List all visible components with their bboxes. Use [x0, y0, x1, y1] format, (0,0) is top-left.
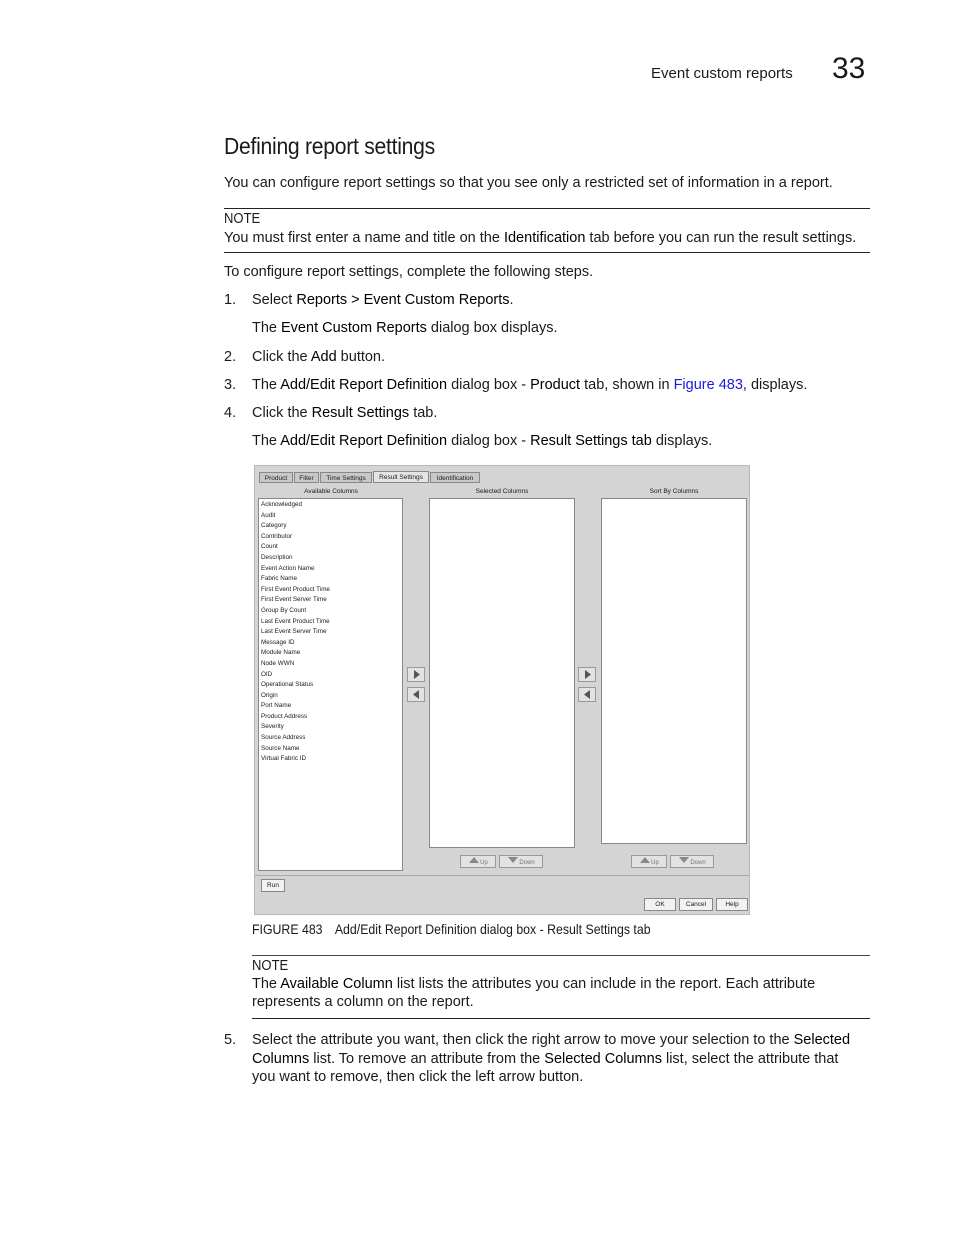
up-label: Up	[480, 860, 488, 866]
step-text-bold: Selected Columns	[544, 1051, 662, 1067]
selected-up-button[interactable]	[460, 855, 496, 868]
note2-text-line1	[252, 975, 815, 994]
step-text-bold: Reports > Event Custom Reports	[296, 292, 510, 308]
down-triangle-icon	[507, 856, 519, 864]
sort-by-columns-header: Sort By Columns	[649, 488, 699, 495]
step-text-bold: Add/Edit Report Definition	[280, 433, 448, 449]
step-number: 1.	[224, 292, 237, 308]
note-text-post: tab before you can run the result settings.	[585, 230, 857, 246]
sort-up-button[interactable]	[631, 855, 667, 868]
step-text: .	[509, 292, 514, 308]
note-text	[224, 229, 856, 248]
list-item[interactable]: Virtual Fabric ID	[261, 755, 307, 763]
selected-columns-list[interactable]	[429, 498, 575, 848]
down-triangle-icon	[678, 856, 690, 864]
step-text: list. To remove an attribute from the	[309, 1051, 545, 1067]
remove-from-selected-button[interactable]	[407, 687, 425, 702]
note2-bottom-rule	[252, 1018, 870, 1019]
up-label: Up	[651, 860, 659, 866]
list-item[interactable]: First Event Product Time	[261, 585, 330, 593]
step-text: The	[252, 377, 281, 393]
step-1-result	[252, 319, 557, 338]
cancel-button[interactable]: Cancel	[679, 898, 713, 911]
note2-text-pre: The	[252, 976, 281, 992]
list-item[interactable]: Event Action Name	[261, 564, 315, 572]
up-triangle-icon	[639, 856, 651, 864]
list-item[interactable]: Operational Status	[261, 681, 314, 689]
list-item[interactable]: Last Event Server Time	[261, 628, 327, 636]
tab-filter[interactable]: Filter	[294, 472, 319, 483]
tab-result-settings[interactable]: Result Settings	[373, 471, 429, 483]
available-columns-list[interactable]	[258, 498, 403, 871]
step-5-line1	[224, 1031, 850, 1050]
figure-link[interactable]: Figure 483	[673, 377, 743, 393]
step-text: dialog box -	[447, 433, 531, 449]
add-to-sort-button[interactable]	[578, 667, 596, 682]
run-button[interactable]: Run	[261, 879, 285, 892]
step-3	[224, 376, 807, 395]
step-text-bold: Event Custom Reports	[281, 320, 427, 336]
list-item[interactable]: Audit	[261, 511, 276, 519]
step-text: The	[252, 433, 281, 449]
step-text: list, select the attribute that	[661, 1051, 839, 1067]
step-text-bold: Add	[310, 349, 337, 365]
right-arrow-icon	[408, 668, 424, 681]
step-number: 5.	[224, 1032, 237, 1048]
note2-text-bold: Available Column	[280, 976, 393, 992]
tab-product[interactable]: Product	[259, 472, 293, 483]
step-text-bold: Columns	[252, 1051, 310, 1067]
step-text-bold: Product	[530, 377, 581, 393]
step-4	[224, 404, 437, 423]
note-label: NOTE	[224, 211, 261, 227]
step-text-bold: Result Settings tab	[530, 433, 652, 449]
step-text: Select	[252, 292, 297, 308]
step-text: The	[252, 320, 282, 336]
step-number: 2.	[224, 349, 237, 365]
step-number: 3.	[224, 377, 237, 393]
list-item[interactable]: Contributor	[261, 532, 293, 540]
step-text-bold: Selected	[793, 1032, 851, 1048]
section-heading: Defining report settings	[224, 133, 435, 159]
sort-down-button[interactable]	[670, 855, 714, 868]
step-number: 4.	[224, 405, 237, 421]
step-4-result	[252, 432, 712, 451]
list-item[interactable]: Count	[261, 543, 278, 551]
note-text-pre: You must first enter a name and title on the	[224, 230, 504, 246]
list-item[interactable]: Severity	[261, 723, 284, 731]
list-item[interactable]: OID	[261, 670, 273, 678]
list-item[interactable]: Origin	[261, 691, 278, 699]
remove-from-sort-button[interactable]	[578, 687, 596, 702]
step-text: dialog box displays.	[426, 320, 558, 336]
report-definition-dialog	[254, 465, 750, 915]
figure-caption	[252, 921, 651, 937]
selected-columns-header: Selected Columns	[475, 488, 529, 495]
note2-text-line2: represents a column on the report.	[252, 994, 474, 1010]
down-label: Down	[519, 860, 535, 866]
list-item[interactable]: Group By Count	[261, 606, 307, 614]
list-item[interactable]: Last Event Product Time	[261, 617, 330, 625]
available-columns-items	[259, 500, 402, 765]
help-button[interactable]: Help	[716, 898, 748, 911]
steps-intro: To configure report settings, complete the following steps.	[224, 264, 594, 280]
step-text: Click the	[252, 405, 312, 421]
sort-by-columns-list[interactable]	[601, 498, 747, 844]
list-item[interactable]: Fabric Name	[261, 575, 298, 583]
note-bottom-rule	[224, 252, 870, 253]
available-columns-header: Available Columns	[304, 488, 358, 495]
left-arrow-icon	[579, 688, 595, 701]
step-text: Click the	[252, 349, 311, 365]
list-item[interactable]: Source Name	[261, 744, 300, 752]
up-triangle-icon	[468, 856, 480, 864]
step-text: , displays.	[742, 377, 808, 393]
step-5-line3: you want to remove, then click the left arrow button.	[252, 1069, 584, 1085]
step-text: button.	[336, 349, 386, 365]
list-item[interactable]: First Event Server Time	[261, 596, 327, 604]
note2-text-post: list lists the attributes you can include in the report. Each attribute	[392, 976, 816, 992]
step-text: tab.	[409, 405, 438, 421]
step-text: displays.	[651, 433, 713, 449]
step-2	[224, 348, 385, 367]
step-text: tab, shown in	[580, 377, 674, 393]
list-item[interactable]: Product Address	[261, 712, 308, 720]
step-text: dialog box -	[447, 377, 531, 393]
tab-identification[interactable]: Identification	[430, 472, 480, 483]
list-item[interactable]: Acknowledged	[261, 501, 302, 508]
list-item[interactable]: Description	[261, 553, 293, 561]
note2-top-rule	[252, 955, 870, 956]
tab-time-settings[interactable]: Time Settings	[320, 472, 372, 483]
running-header-title: Event custom reports	[651, 65, 793, 82]
step-5-line2	[252, 1050, 838, 1069]
note2-label: NOTE	[252, 958, 289, 974]
list-item[interactable]: Source Address	[261, 734, 306, 742]
add-to-selected-button[interactable]	[407, 667, 425, 682]
right-arrow-icon	[579, 668, 595, 681]
chapter-number: 33	[832, 52, 866, 85]
list-item[interactable]: Module Name	[261, 649, 301, 657]
figure-caption-text: Add/Edit Report Definition dialog box - Result Settings tab	[334, 921, 651, 937]
list-item[interactable]: Node WWN	[261, 659, 295, 667]
note-text-bold: Identification	[503, 230, 586, 246]
step-1	[224, 291, 514, 310]
note-top-rule	[224, 208, 870, 209]
list-item[interactable]: Category	[261, 522, 287, 530]
selected-down-button[interactable]	[499, 855, 543, 868]
step-text: Select the attribute you want, then click the right arrow to move your selection to the	[252, 1032, 794, 1048]
step-text-bold: Add/Edit Report Definition	[280, 377, 448, 393]
left-arrow-icon	[408, 688, 424, 701]
down-label: Down	[690, 860, 706, 866]
intro-paragraph: You can configure report settings so that you see only a restricted set of information in a report.	[224, 175, 833, 191]
ok-button[interactable]: OK	[644, 898, 676, 911]
step-text-bold: Result Settings	[311, 405, 410, 421]
figure-number: FIGURE 483	[252, 921, 323, 937]
list-item[interactable]: Port Name	[261, 702, 292, 710]
list-item[interactable]: Message ID	[261, 638, 295, 646]
dialog-divider	[255, 875, 749, 876]
